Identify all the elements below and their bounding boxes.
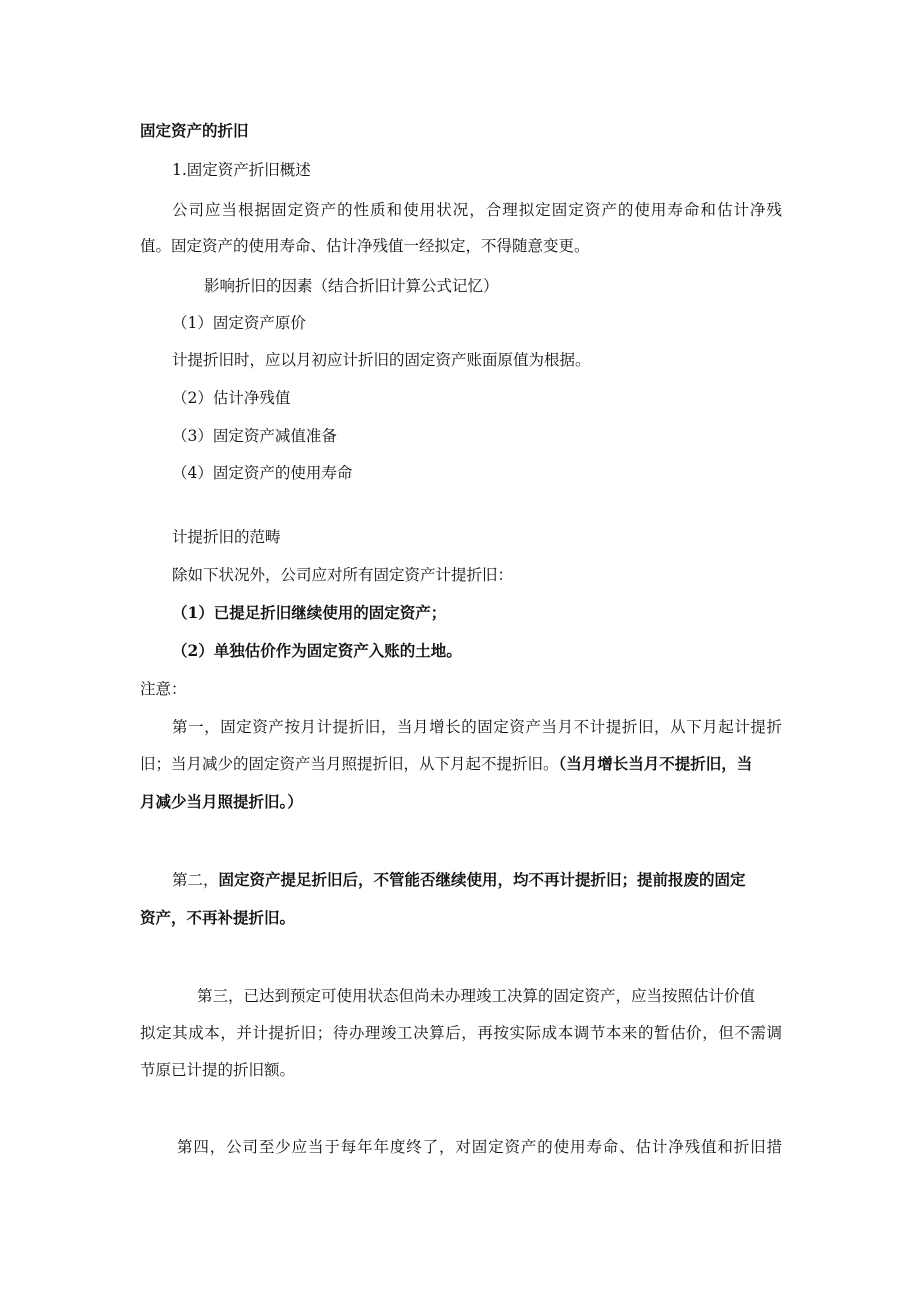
note-fourth-line-1: 第四，公司至少应当于每年年度终了，对固定资产的使用寿命、估计净残值和折旧措 (177, 1138, 782, 1156)
section-heading: 1.固定资产折旧概述 (172, 161, 311, 179)
document-title: 固定资产的折旧 (140, 121, 249, 140)
note-first-plain: 旧；当月减少的固定资产当月照提折旧，从下月起不提折旧。 (140, 755, 559, 773)
scope-heading: 计提折旧的范畴 (172, 528, 281, 546)
scope-exception: （1）已提足折旧继续使用的固定资产； (172, 603, 447, 622)
intro-line-2: 值。固定资产的使用寿命、估计净残值一经拟定，不得随意变更。 (140, 237, 590, 255)
factors-heading: 影响折旧的因素（结合折旧计算公式记忆） (204, 277, 499, 295)
note-second-emphasis: 固定资产提足折旧后，不管能否继续使用，均不再计提折旧；提前报废的固定 (218, 870, 746, 889)
factor-note: 计提折旧时，应以月初应计折旧的固定资产账面原值为根据。 (172, 351, 591, 369)
note-third-line-2: 拟定其成本，并计提折旧；待办理竣工决算后，再按实际成本调节本来的暂估价，但不需调 (140, 1024, 782, 1042)
intro-line-1: 公司应当根据固定资产的性质和使用状况，合理拟定固定资产的使用寿命和估计净残 (172, 201, 782, 219)
factor-item: （2）估计净残值 (172, 389, 291, 407)
scope-exception: （2）单独估价作为固定资产入账的土地。 (172, 641, 462, 660)
note-second-line-2: 资产，不再补提折旧。 (140, 908, 296, 927)
notes-heading: 注意： (140, 680, 187, 698)
scope-intro: 除如下状况外，公司应对所有固定资产计提折旧： (172, 566, 514, 584)
factor-item: （1）固定资产原价 (172, 314, 306, 332)
note-second-plain: 第二， (172, 871, 219, 889)
note-second-line-1 (172, 870, 746, 890)
factor-item: （4）固定资产的使用寿命 (172, 464, 353, 482)
note-first-line-1: 第一，固定资产按月计提折旧，当月增长的固定资产当月不计提折旧，从下月起计提折 (172, 718, 782, 736)
note-first-line-3: 月减少当月照提折旧。） (140, 792, 303, 811)
note-third-line-1: 第三，已达到预定可使用状态但尚未办理竣工决算的固定资产，应当按照估计价值 (197, 987, 756, 1005)
note-first-line-2 (140, 754, 752, 774)
factor-item: （3）固定资产减值准备 (172, 427, 337, 445)
note-third-line-3: 节原已计提的折旧额。 (140, 1061, 296, 1079)
note-first-emphasis: （当月增长当月不提折旧，当 (558, 754, 753, 773)
